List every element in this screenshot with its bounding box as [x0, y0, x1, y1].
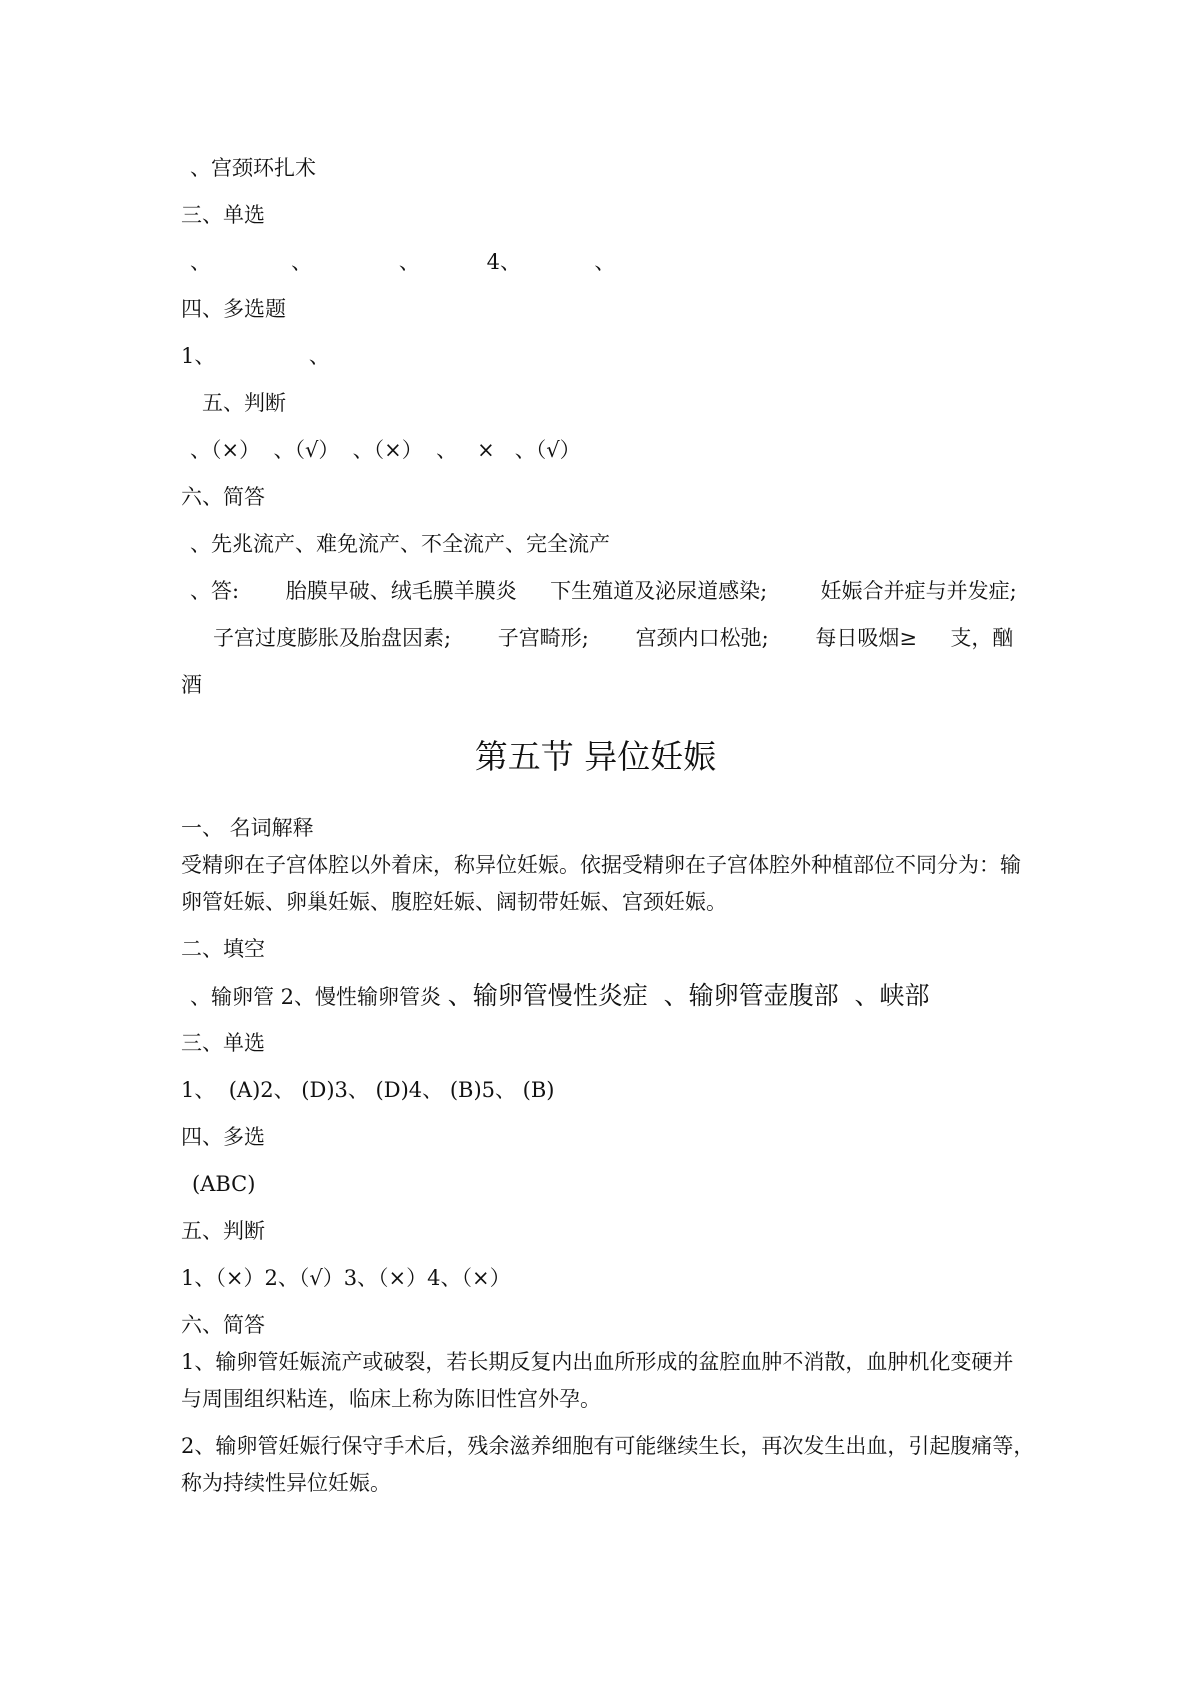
heading-multiple-choice-2: 四、多选: [181, 1125, 265, 1149]
short-answer-2-line-3: 酒: [181, 673, 202, 697]
single-choice-answers: 、 、 、 4、 、: [190, 250, 616, 274]
fill-in-answers: [190, 982, 930, 1011]
heading-fill-in: 二、填空: [181, 937, 265, 961]
single-choice-answers-2: 1、 (A)2、 (D)3、 (D)4、 (B)5、 (B): [181, 1078, 555, 1102]
heading-short-answer-2: 六、简答: [181, 1313, 265, 1337]
fill-in-answers-part-1: 、输卵管 2、慢性输卵管炎: [190, 985, 448, 1009]
short-answer-1-line-1: 1、输卵管妊娠流产或破裂，若长期反复内出血所形成的盆腔血肿不消散，血肿机化变硬并: [181, 1350, 1014, 1374]
short-answer-2-line-1b: 2、输卵管妊娠行保守手术后，残余滋养细胞有可能继续生长，再次发生出血，引起腹痛等，: [181, 1434, 1035, 1458]
heading-single-choice: 三、单选: [181, 203, 265, 227]
true-false-answers-2: 1、（×）2、（√）3、（×）4、（×）: [181, 1266, 511, 1290]
short-answer-2-line-2b: 称为持续性异位妊娠。: [181, 1471, 391, 1495]
heading-term-definition: 一、 名词解释: [181, 816, 314, 840]
definition-line-1: 受精卵在子宫体腔以外着床，称异位妊娠。依据受精卵在子宫体腔外种植部位不同分为：输: [181, 853, 1021, 877]
answer-cervical-cerclage: 、宫颈环扎术: [190, 156, 316, 180]
short-answer-1: 、先兆流产、难免流产、不全流产、完全流产: [190, 532, 610, 556]
heading-true-false: 五、判断: [202, 391, 286, 415]
short-answer-2-line-1: 、答: 胎膜早破、绒毛膜羊膜炎 下生殖道及泌尿道感染; 妊娠合并症与并发症;: [190, 579, 1017, 603]
multiple-choice-answers: 1、 、: [181, 344, 330, 368]
fill-in-answers-part-2: 、输卵管慢性炎症 、输卵管壶腹部 、峡部: [447, 981, 930, 1010]
heading-single-choice-2: 三、单选: [181, 1031, 265, 1055]
heading-true-false-2: 五、判断: [181, 1219, 265, 1243]
definition-line-2: 卵管妊娠、卵巢妊娠、腹腔妊娠、阔韧带妊娠、宫颈妊娠。: [181, 890, 727, 914]
heading-short-answer: 六、简答: [181, 485, 265, 509]
short-answer-1-line-2: 与周围组织粘连，临床上称为陈旧性宫外孕。: [181, 1387, 601, 1411]
multiple-choice-answer-2: (ABC): [192, 1172, 256, 1196]
short-answer-2-line-2: 子宫过度膨胀及胎盘因素; 子宫畸形; 宫颈内口松弛; 每日吸烟≥ 支，酗: [213, 626, 1014, 650]
heading-multiple-choice: 四、多选题: [181, 297, 286, 321]
section-title: 第五节 异位妊娠: [474, 737, 717, 776]
true-false-answers: 、（×） 、（√） 、（×） 、 × 、（√）: [190, 438, 581, 462]
